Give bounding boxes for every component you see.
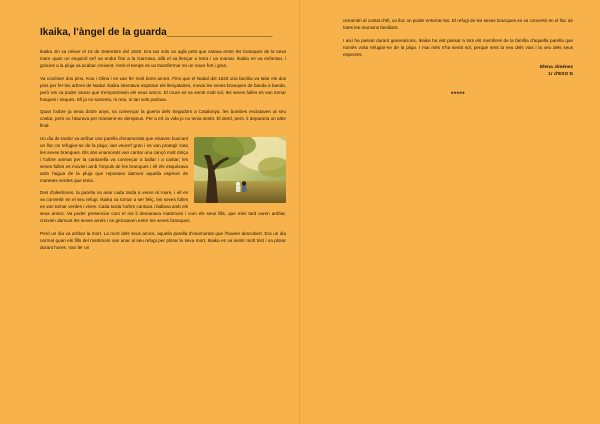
author-class: 1r d'ESO D <box>548 71 573 77</box>
paragraph-5: Des d'aleshores, la parella va anar cada tarda a veure al roure, i ell es va convertir en el seu refugi. Ikaika va tornar a ser feliç, les seves fulles es van tornar verdes i vives. Cada tarda l'arbre cantava i ballava amb els seus amics. Va poder presenciar com el noi li demanava matrimoni i com els seus fills, que més tard varen arribar, creixien damunt les seves arrels i es gronxaven entre les seves branques. <box>40 190 286 224</box>
paragraph-1: Ikaika Jin va néixer el 16 de Setembre del 1628. Era tan sols un aglà petit que estava entre les branques de la seva mare quan un esquirol se'l va endur fins a la Garrotxa, allà el va llençar a terra i va marxar. Ikaika es va enfonsar, i gràcies a la pluja va acabar creixent. Amb el temps es va transformar en un roure fort i gran. <box>40 49 286 68</box>
end-separator: ***** <box>450 91 466 98</box>
paragraph-4: Un dia de tardor va arribar una parella d'enamorats que estaven buscant un lloc on refugiar-se de la pluja; van veure'l gran i es van protegir sota les seves branques. Els dos enamorats van cantar una cançó molt dolça i l'arbre animat per la cantarella va començar a ballar i a cantar; les seves fulles es movien amb l'impuls de les branques i ell els esquitxava amb l'aigua de la pluja que reposava damunt aquella espècie de manetes verdes que tenia. <box>40 135 188 183</box>
paragraph-2: Va conèixer dos pins, Koa i Olina i es van fer molt bons amics. Fins que el Nadal del 1633 una família va talar els dos pins per fer-los arbres de Nadal. Ikaika intentava espantar els llenyataires, movia les seves branques de banda a banda, però res va poder aturar que s'emportessin els seus amics. El roure es va sentir molt sol, les seves fulles es van tornar fosques i seques. Ell ja no somreia, ni reia, ni tan sols parlava. <box>40 75 286 102</box>
author-name: Elena Jiménez <box>539 64 573 70</box>
paragraph-3: Quan l'arbre ja tenia dotze anys, va començar la guerra dels Segadors a Catalunya, les bombes esclataven al seu costat, però no l'aturava per mantenir-se dempeus. Per a ell, la vida jo no tenia sentit. El destí, però, li depararia un altre final. <box>40 109 286 129</box>
story-title: Ikaika, l’àngel de la guarda___________________ <box>40 27 273 38</box>
couple-under-tree-photo <box>194 137 286 203</box>
paragraph-7: cementiri al costat d'ell, un lloc on poder enterrar-los. El refugi de les seves branques es va convertir en el lloc de totes les reunions familiars. <box>343 18 573 30</box>
paragraph-6: Però un dia va arribar la mort. La mort dels seus amics, aquella parella d'enamorats que l'havien descobert. Era un dia normal quan els fills del matrimoni van anar al seu refugi per plorar la seva mort, Ikaika es va sentir molt trist i va plorar durant hores. Van fer un <box>40 230 286 250</box>
signature <box>343 64 573 78</box>
paragraph-8: I així ha passat durant generacions, Ikaika ha vist passar a tots els membres de la família d'aquella parella que només volia refugiar-se de la pluja. I mai més s'ha sentit sol, perquè sent la veu dels vius i la veu dels seus espectes. <box>343 37 573 57</box>
right-page <box>300 0 600 424</box>
